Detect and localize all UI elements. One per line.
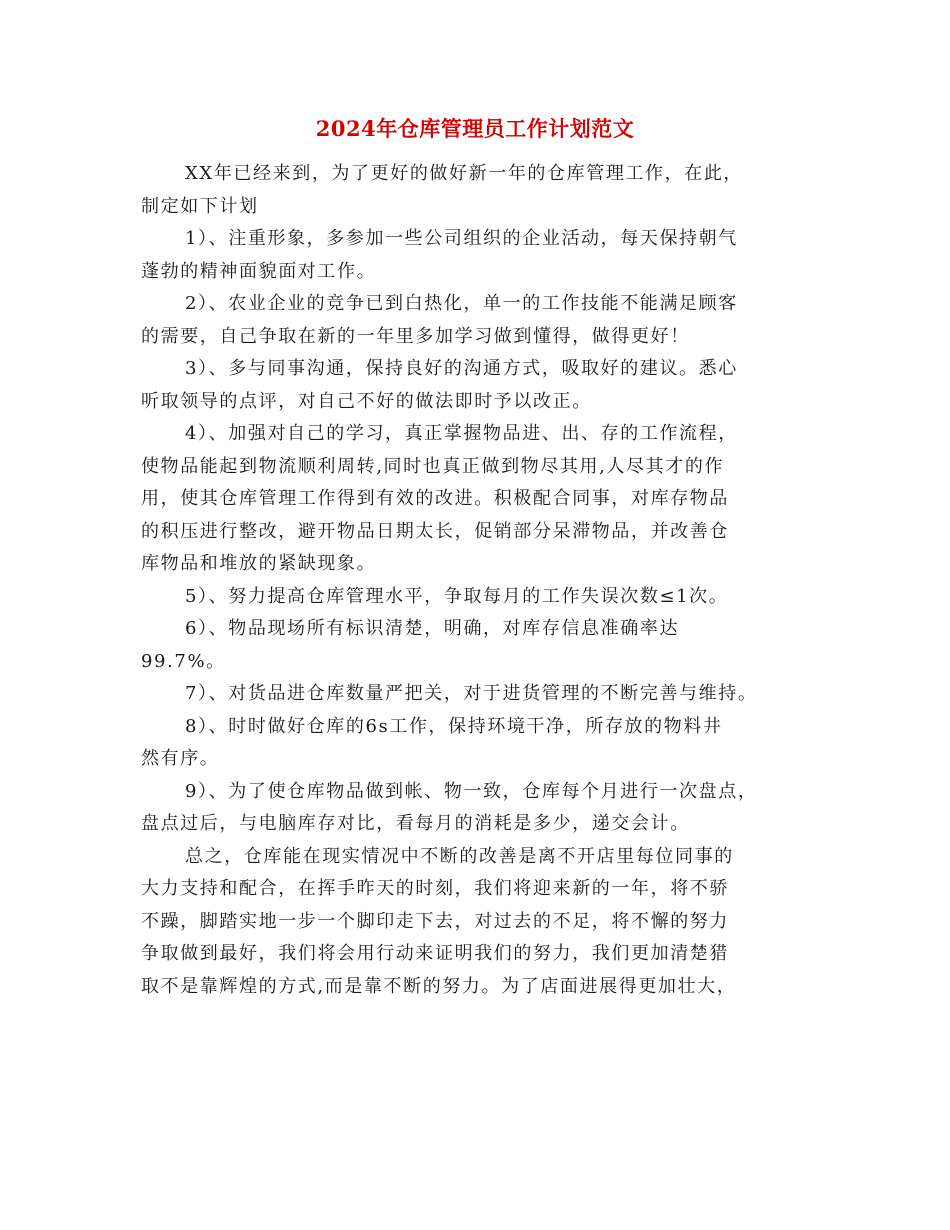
text-line: 5）、努力提高仓库管理水平，争取每月的工作失误次数≤1次。 <box>185 585 729 607</box>
text-line: 总之，仓库能在现实情况中不断的改善是离不开店里每位同事的 <box>185 845 734 867</box>
text-line: 7）、对货品进仓库数量严把关，对于进货管理的不断完善与维持。 <box>185 683 758 704</box>
document-title: 2024年仓库管理员工作计划范文 <box>315 116 635 141</box>
text-line: XX年已经来到，为了更好的做好新一年的仓库管理工作，在此， <box>185 163 744 184</box>
text-line: 盘点过后，与电脑库存对比，看每月的消耗是多少，递交会计。 <box>141 813 690 834</box>
text-line: 争取做到最好，我们将会用行动来证明我们的努力，我们更加清楚猎 <box>141 943 729 964</box>
text-line: 库物品和堆放的紧缺现象。 <box>141 553 377 574</box>
text-line: 用，使其仓库管理工作得到有效的改进。积极配合同事，对库存物品 <box>141 488 729 509</box>
text-line: 9）、为了使仓库物品做到帐、物一致，仓库每个月进行一次盘点， <box>185 780 758 802</box>
text-line: 99.7%。 <box>141 650 226 672</box>
text-line: 3）、多与同事沟通，保持良好的沟通方式，吸取好的建议。悉心 <box>185 358 738 379</box>
text-line: 6）、物品现场所有标识清楚，明确，对库存信息准确率达 <box>185 618 680 639</box>
text-line: 听取领导的点评，对自己不好的做法即时予以改正。 <box>141 390 592 412</box>
text-line: 然有序。 <box>141 748 220 769</box>
text-line: 大力支持和配合，在挥手昨天的时刻，我们将迎来新的一年，将不骄 <box>141 878 729 899</box>
text-line: 的积压进行整改，避开物品日期太长，促销部分呆滞物品，并改善仓 <box>141 520 729 542</box>
text-line: 取不是靠辉煌的方式,而是靠不断的努力。为了店面进展得更加壮大， <box>141 975 737 997</box>
text-line: 1）、注重形象，多参加一些公司组织的企业活动，每天保持朝气 <box>185 228 738 249</box>
text-line: 4）、加强对自己的学习，真正掌握物品进、出、存的工作流程， <box>185 423 738 444</box>
text-line: 的需要，自己争取在新的一年里多加学习做到懂得，做得更好！ <box>141 325 690 347</box>
text-line: 制定如下计划 <box>141 195 259 217</box>
text-line: 使物品能起到物流顺利周转,同时也真正做到物尽其用,人尽其才的作 <box>141 455 725 477</box>
text-line: 不躁，脚踏实地一步一个脚印走下去，对过去的不足，将不懈的努力 <box>141 910 729 932</box>
document-body <box>141 158 831 1003</box>
text-line: 2）、农业企业的竞争已到白热化，单一的工作技能不能满足顾客 <box>185 293 738 314</box>
text-line: 蓬勃的精神面貌面对工作。 <box>141 260 377 282</box>
text-line: 8）、时时做好仓库的6s工作，保持环境干净，所存放的物料井 <box>185 715 723 737</box>
